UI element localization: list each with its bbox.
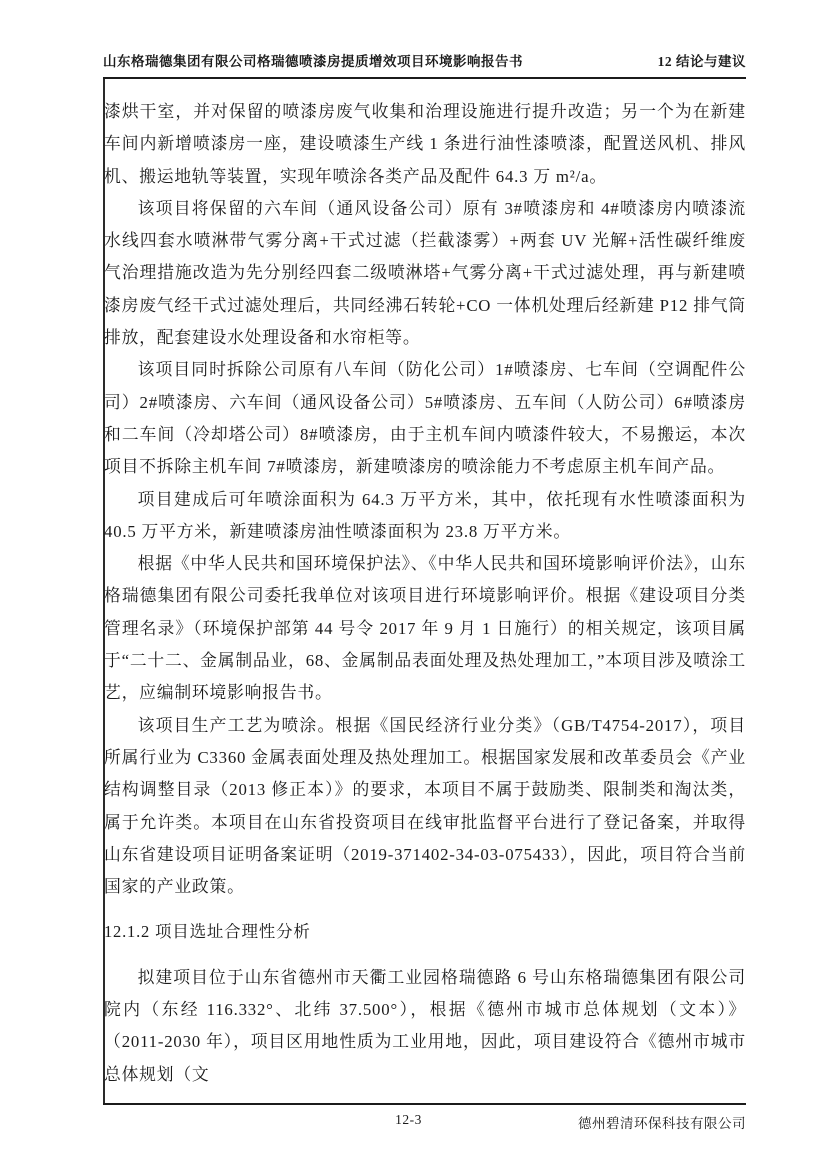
body-paragraph: 根据《中华人民共和国环境保护法》、《中华人民共和国环境影响评价法》，山东格瑞德集团有限公司委托我单位对该项目进行环境影响评价。根据《建设项目分类管理名录》（环境保护部第 44 号令 2017 年 9 月 1 日施行）的相关规定，该项目属于“二十二、金属制品业，68、金属制品表面处理及热处理加工，”本项目涉及喷涂工艺，应编制环境影响报告书。 xyxy=(104,554,746,703)
document-body xyxy=(104,96,746,1091)
body-paragraph-continued: 漆烘干室，并对保留的喷漆房废气收集和治理设施进行提升改造；另一个为在新建车间内新增喷漆房一座，建设喷漆生产线 1 条进行油性漆喷漆，配置送风机、排风机、搬运地轨等装置，实现年喷涂各类产品及配件 64.3 万 m²/a。 xyxy=(104,102,746,186)
section-heading-12-1-2: 12.1.2 项目选址合理性分析 xyxy=(104,922,311,942)
body-paragraph: 拟建项目位于山东省德州市天衢工业园格瑞德路 6 号山东格瑞德集团有限公司院内（东经 116.332°、北纬 37.500°），根据《德州市城市总体规划（文本）》（2011-2030 年），项目区用地性质为工业用地，因此，项目建设符合《德州市城市总体规划（文 xyxy=(104,967,746,1084)
body-paragraph: 该项目将保留的六车间（通风设备公司）原有 3#喷漆房和 4#喷漆房内喷漆流水线四套水喷淋带气雾分离+干式过滤（拦截漆雾）+两套 UV 光解+活性碳纤维废气治理措施改造为先分别经四套二级喷淋塔+气雾分离+干式过滤处理，再与新建喷漆房废气经干式过滤处理后，共同经沸石转轮+CO 一体机处理后经新建 P12 排气筒排放，配套建设水处理设备和水帘柜等。 xyxy=(104,198,746,348)
page-header xyxy=(103,50,746,79)
header-chapter-label: 12 结论与建议 xyxy=(657,54,746,69)
body-paragraph: 该项目生产工艺为喷涂。根据《国民经济行业分类》（GB/T4754-2017），项目所属行业为 C3360 金属表面处理及热处理加工。根据国家发展和改革委员会《产业结构调整目录（2013 修正本）》的要求，本项目不属于鼓励类、限制类和淘汰类，属于允许类。本项目在山东省投资项目在线审批监督平台进行了登记备案，并取得山东省建设项目证明备案证明（2019-371402-34-03-075433），因此，项目符合当前国家的产业政策。 xyxy=(104,715,746,897)
header-document-title: 山东格瑞德集团有限公司格瑞德喷漆房提质增效项目环境影响报告书 xyxy=(103,54,523,69)
body-paragraph: 项目建成后可年喷涂面积为 64.3 万平方米，其中，依托现有水性喷漆面积为 40.5 万平方米，新建喷漆房油性喷漆面积为 23.8 万平方米。 xyxy=(104,489,746,541)
body-paragraph: 该项目同时拆除公司原有八车间（防化公司）1#喷漆房、七车间（空调配件公司）2#喷漆房、六车间（通风设备公司）5#喷漆房、五车间（人防公司）6#喷漆房和二车间（冷却塔公司）8#喷漆房，由于主机车间内喷漆件较大，不易搬运，本次项目不拆除主机车间 7#喷漆房，新建喷漆房的喷涂能力不考虑原主机车间产品。 xyxy=(104,360,746,477)
page-number: 12-3 xyxy=(395,1112,422,1127)
footer-company-name: 德州碧清环保科技有限公司 xyxy=(578,1116,746,1131)
page-footer xyxy=(103,1103,746,1142)
